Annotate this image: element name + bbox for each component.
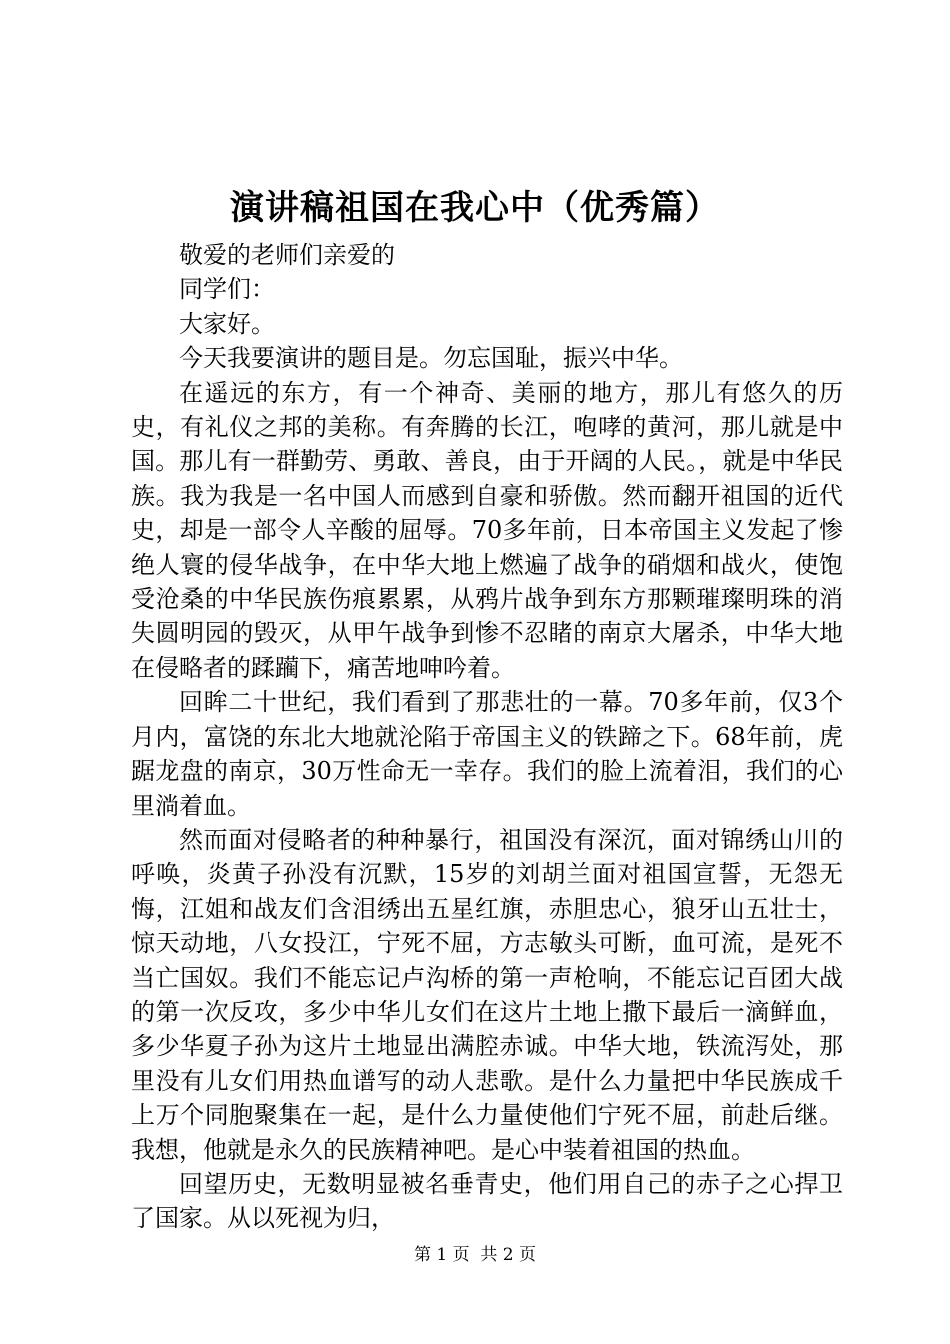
page-number-label: 第 1 页 共 2 页 bbox=[413, 1245, 537, 1265]
body-paragraph: 在遥远的东方，有一个神奇、美丽的地方，那儿有悠久的历史，有礼仪之邦的美称。有奔腾的长江，咆哮的黄河，那儿就是中国。那儿有一群勤劳、勇敢、善良，由于开阔的人民。，就是中华民族。我为我是一名中国人而感到自豪和骄傲。然而翻开祖国的近代史，却是一部令人辛酸的屈辱。70多年前，日本帝国主义发起了惨绝人寰的侵华战争，在中华大地上燃遍了战争的硝烟和战火，使饱受沧桑的中华民族伤痕累累，从鸦片战争到东方那颗璀璨明珠的消失圆明园的毁灭，从甲午战争到惨不忍睹的南京大屠杀，中华大地在侵略者的蹂躏下，痛苦地呻吟着。 bbox=[131, 378, 843, 682]
greeting-line-3: 大家好。 bbox=[179, 309, 275, 338]
greeting-line-1: 敬爱的老师们亲爱的 bbox=[179, 241, 395, 269]
body-paragraph: 回眸二十世纪，我们看到了那悲壮的一幕。70多年前，仅3个月内，富饶的东北大地就沦陷于帝国主义的铁蹄之下。68年前，虎踞龙盘的南京，30万性命无一幸存。我们的脸上流着泪，我们的心里淌着血。 bbox=[131, 688, 843, 820]
body-paragraph: 然而面对侵略者的种种暴行，祖国没有深沉，面对锦绣山川的呼唤，炎黄子孙没有沉默，15岁的刘胡兰面对祖国宣誓，无怨无悔，江姐和战友们含泪绣出五星红旗，赤胆忠心，狼牙山五壮士，惊天动地，八女投江，宁死不屈，方志敏头可断，血可流，是死不当亡国奴。我们不能忘记卢沟桥的第一声枪响，不能忘记百团大战的第一次反攻，多少中华儿女们在这片土地上撒下最后一滴鲜血，多少华夏子孙为这片土地显出满腔赤诚。中华大地，铁流泻处，那里没有儿女们用热血谱写的动人悲歌。是什么力量把中华民族成千上万个同胞聚集在一起，是什么力量使他们宁死不屈，前赴后继。我想，他就是永久的民族精神吧。是心中装着祖国的热血。 bbox=[131, 825, 843, 1164]
body-paragraph: 回望历史，无数明显被名垂青史，他们用自己的赤子之心捍卫了国家。从以死视为归， bbox=[131, 1169, 843, 1233]
greeting-line-2: 同学们： bbox=[179, 275, 275, 304]
page-footer bbox=[0, 1244, 950, 1266]
document-body bbox=[131, 238, 843, 1236]
topic-paragraph: 今天我要演讲的题目是。勿忘国耻，振兴中华。 bbox=[179, 344, 683, 373]
document-title: 演讲稿祖国在我心中（优秀篇） bbox=[230, 188, 720, 228]
